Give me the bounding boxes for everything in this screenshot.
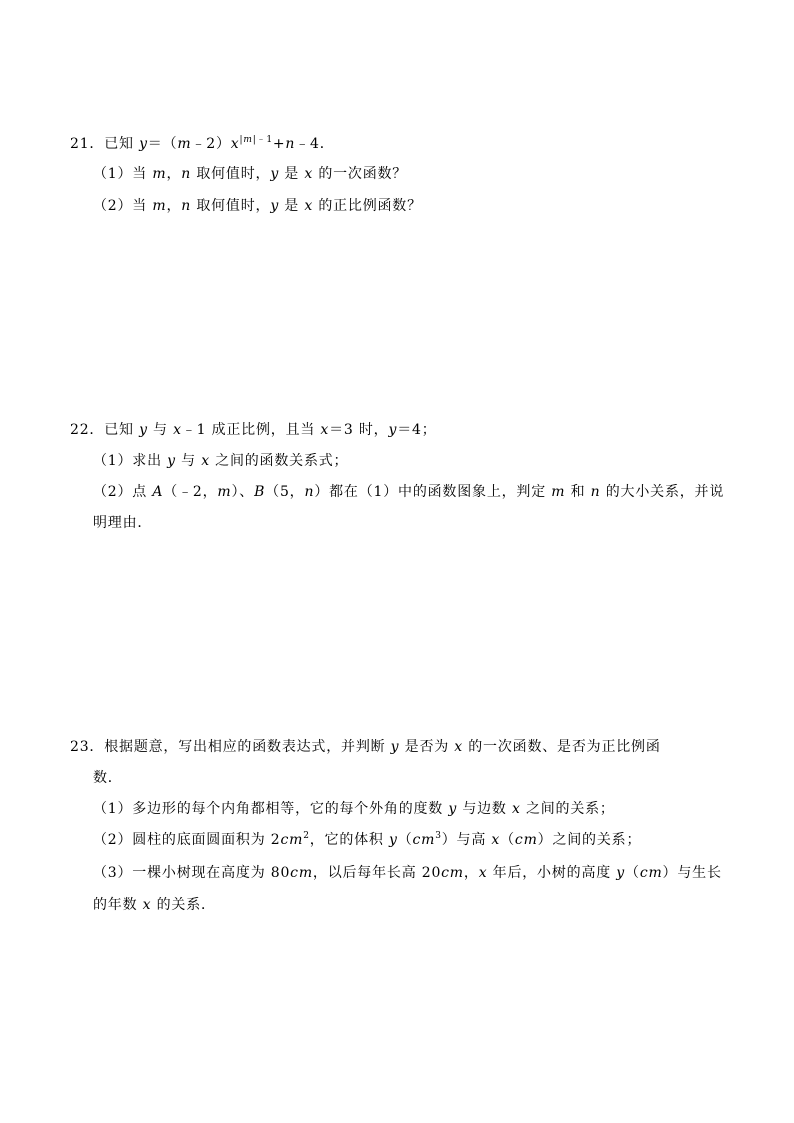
q22-part2-continued: 明理由．: [93, 515, 153, 531]
q23-part3: （3）一棵小树现在高度为 80cm，以后每年长高 20cm，x 年后，小树的高度 y（cm）与生长: [93, 865, 722, 881]
q23-part1: （1）多边形的每个内角都相等，它的每个外角的度数 y 与边数 x 之间的关系；: [93, 801, 615, 817]
q21-stem: 21．已知 $y=(m﹣2)x^{|m|﹣1}+n﹣4$．: [70, 135, 335, 152]
q23-part2: （2）圆柱的底面圆面积为 $2cm^2$，它的体积 $y(cm^3)$与高 x（cm）之间的关系；: [93, 831, 642, 848]
q23-stem: 23．根据题意，写出相应的函数表达式，并判断 y 是否为 x 的一次函数、是否为正比例函: [70, 739, 661, 755]
q22-part2: （2）点 A（﹣2，m）、B（5，n）都在（1）中的函数图象上，判定 m 和 n 的大小关系，并说: [93, 484, 725, 500]
q22-stem: 22．已知 y 与 x﹣1 成正比例，且当 x＝3 时，y＝4；: [70, 422, 437, 438]
q21-part2: （2）当 m，n 取何值时，y 是 x 的正比例函数？: [93, 198, 422, 214]
q23-part3-continued: 的年数 x 的关系．: [93, 897, 216, 913]
q21-part1: （1）当 m，n 取何值时，y 是 x 的一次函数？: [93, 166, 408, 182]
q23-stem-continued: 数．: [93, 770, 123, 786]
q21-exponent: |m|﹣1: [239, 135, 273, 145]
q22-part1: （1）求出 y 与 x 之间的函数关系式；: [93, 453, 349, 469]
